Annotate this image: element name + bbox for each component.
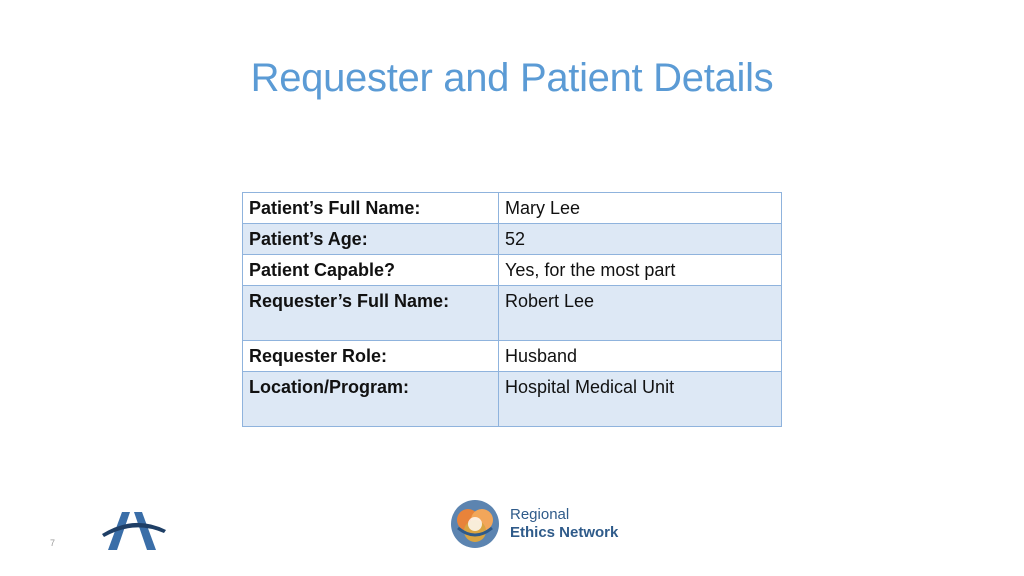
table-row (243, 255, 782, 286)
regional-ethics-network-logo (444, 498, 641, 550)
row-label: Requester Role: (243, 341, 499, 372)
network-emblem-icon (444, 498, 506, 550)
row-label: Patient’s Full Name: (243, 193, 499, 224)
row-label: Requester’s Full Name: (243, 286, 499, 341)
row-value: Husband (499, 341, 782, 372)
row-value: Hospital Medical Unit (499, 372, 782, 427)
table-row (243, 193, 782, 224)
slide-number: 7 (50, 538, 56, 548)
row-value: 52 (499, 224, 782, 255)
table-row (243, 286, 782, 341)
logo-text-regional: Regional (510, 506, 570, 523)
row-value: Mary Lee (499, 193, 782, 224)
table-row (243, 224, 782, 255)
organization-logo-icon (100, 508, 168, 552)
table-row (243, 341, 782, 372)
slide-title: Requester and Patient Details (250, 56, 774, 100)
table-row (243, 372, 782, 427)
row-value: Yes, for the most part (499, 255, 782, 286)
logo-text-ethics-network: Ethics Network (510, 524, 619, 541)
row-label: Patient Capable? (243, 255, 499, 286)
details-table (242, 192, 782, 427)
row-label: Location/Program: (243, 372, 499, 427)
row-value: Robert Lee (499, 286, 782, 341)
row-label: Patient’s Age: (243, 224, 499, 255)
